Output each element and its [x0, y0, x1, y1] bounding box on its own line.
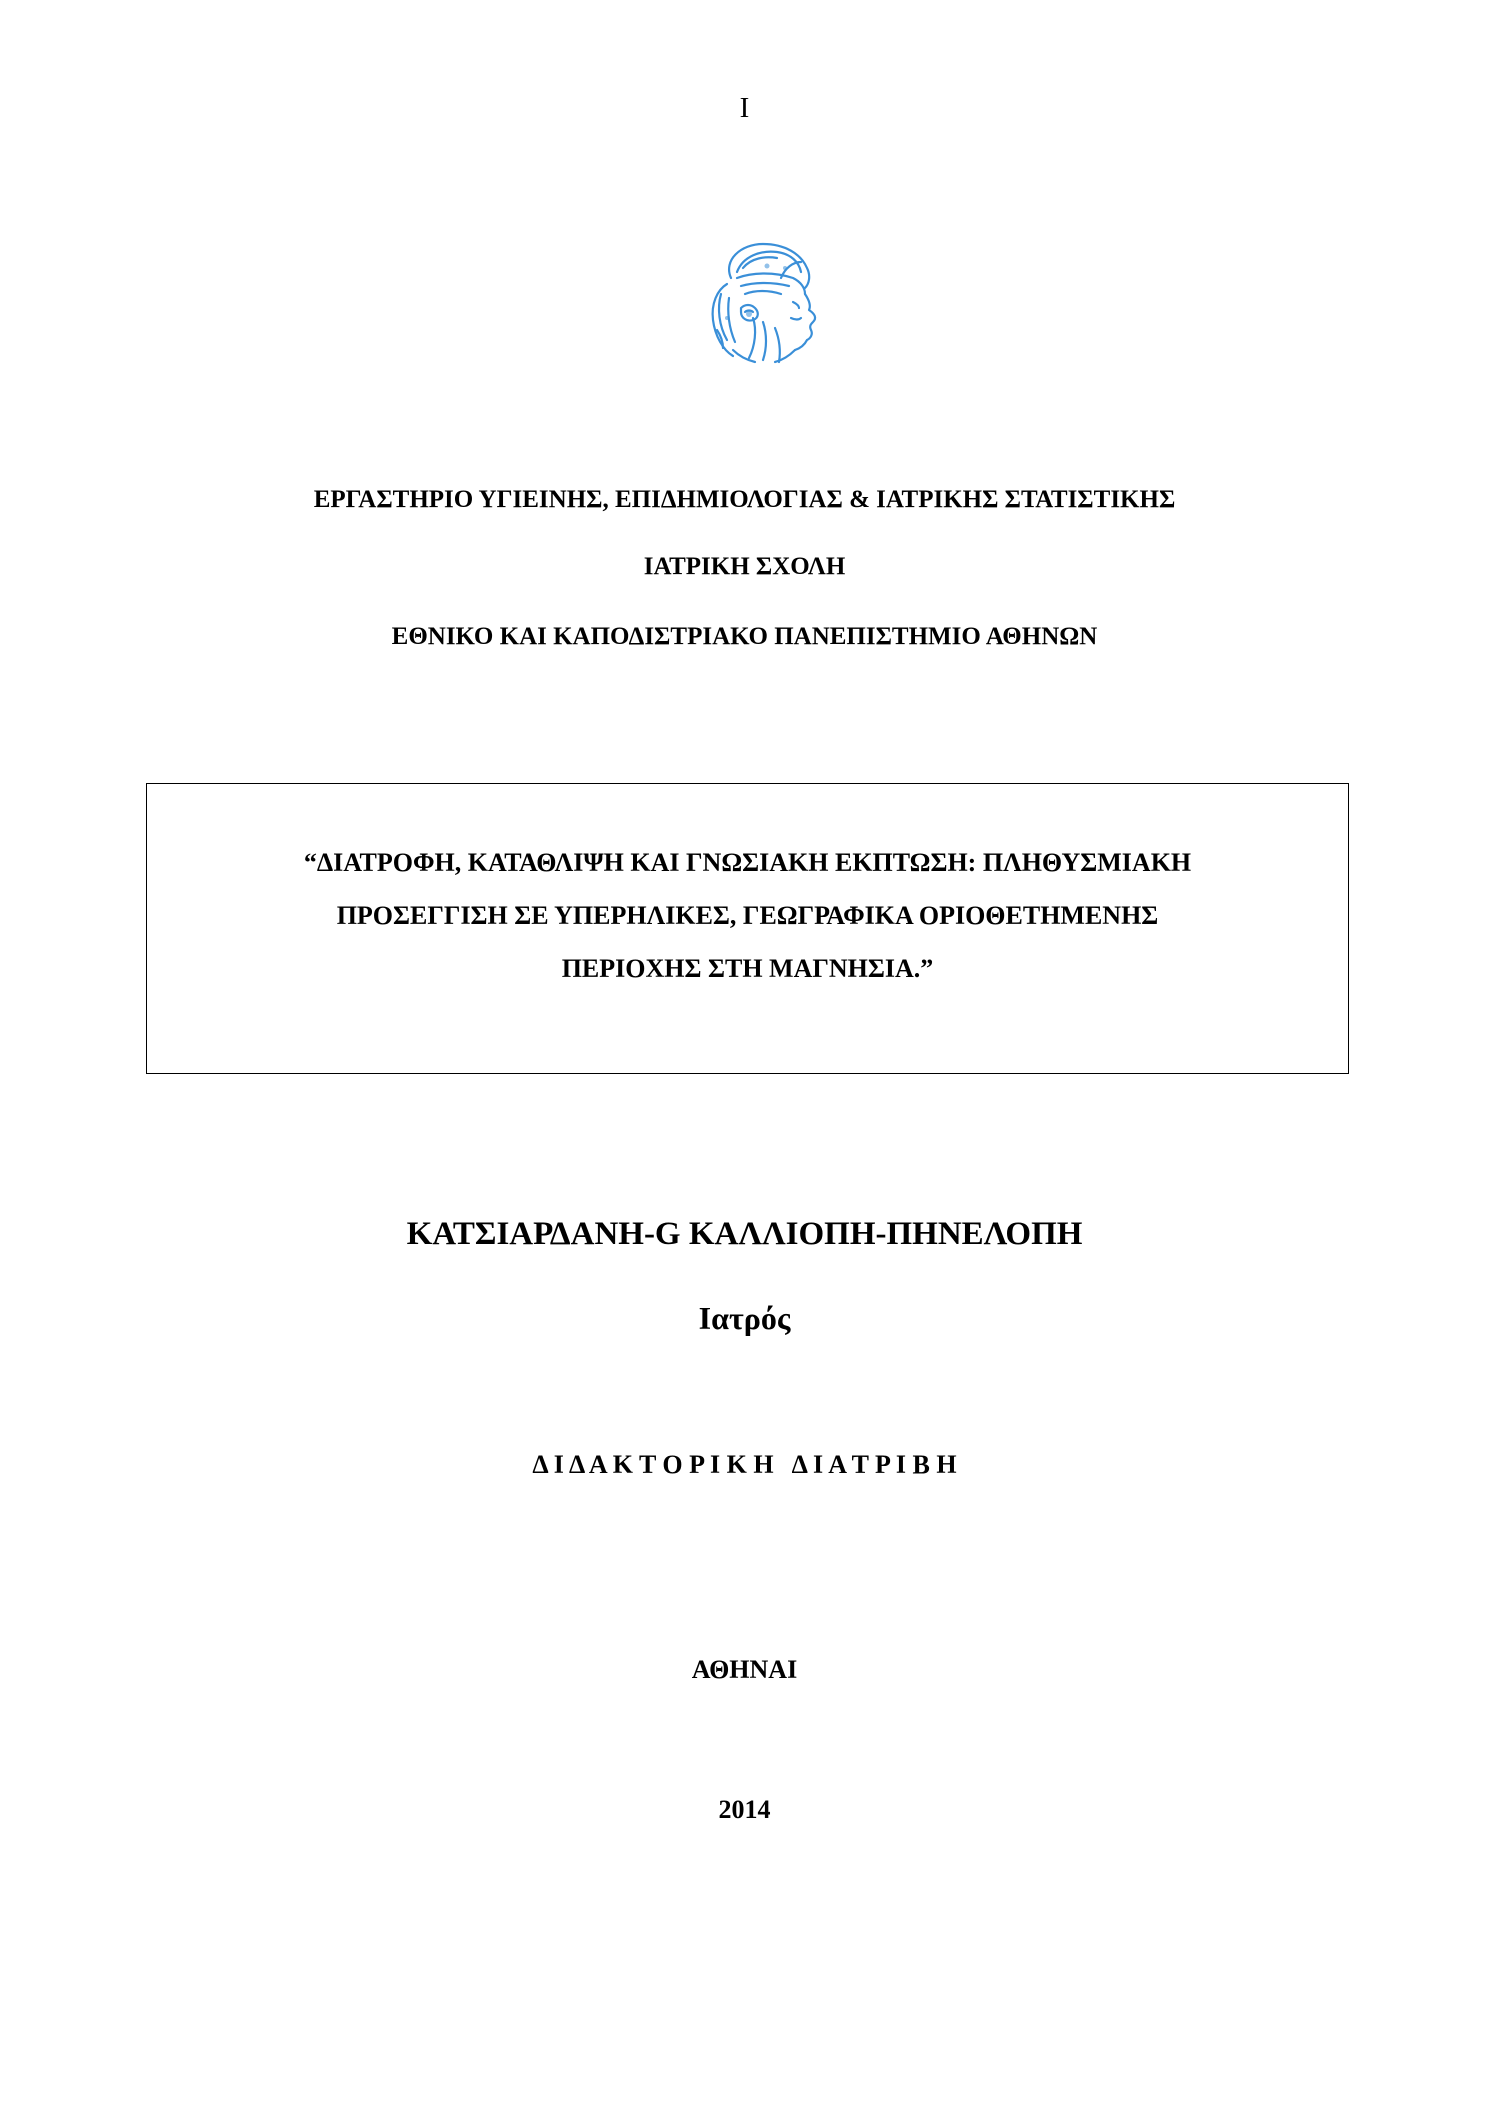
lab-name: ΕΡΓΑΣΤΗΡΙΟ ΥΓΙΕΙΝΗΣ, ΕΠΙΔΗΜΙΟΛΟΓΙΑΣ & ΙΑΤΡΙΚΗΣ ΣΤΑΤΙΣΤΙΚΗΣ: [313, 486, 1176, 513]
thesis-type: Δ Ι Δ Α Κ Τ Ο Ρ Ι Κ Η Δ Ι Α Τ Ρ Ι Β Η: [532, 1450, 957, 1479]
university-name: ΕΘΝΙΚΟ ΚΑΙ ΚΑΠΟΔΙΣΤΡΙΑΚΟ ΠΑΝΕΠΙΣΤΗΜΙΟ ΑΘΗΝΩΝ: [391, 623, 1098, 650]
city: ΑΘΗΝΑΙ: [691, 1655, 798, 1684]
thesis-title-line-1: “ΔΙΑΤΡΟΦΗ, ΚΑΤΑΘΛΙΨΗ ΚΑΙ ΓΝΩΣΙΑΚΗ ΕΚΠΤΩΣΗ: ΠΛΗΘΥΣΜΙΑΚΗ: [303, 848, 1192, 877]
thesis-title-line-3: ΠΕΡΙΟΧΗΣ ΣΤΗ ΜΑΓΝΗΣΙΑ.”: [561, 954, 934, 983]
school-name: ΙΑΤΡΙΚΗ ΣΧΟΛΗ: [643, 553, 846, 580]
athena-head-logo-icon: [693, 238, 833, 366]
author-profession: Ιατρός: [698, 1300, 791, 1336]
year: 2014: [718, 1795, 771, 1824]
author-name: ΚΑΤΣΙΑΡΔΑΝΗ-G ΚΑΛΛΙΟΠΗ-ΠΗΝΕΛΟΠΗ: [406, 1216, 1083, 1252]
thesis-title-box: [146, 783, 1349, 1074]
thesis-title-line-2: ΠΡΟΣΕΓΓΙΣΗ ΣΕ ΥΠΕΡΗΛΙΚΕΣ, ΓΕΩΓΡΑΦΙΚΑ ΟΡΙΟΘΕΤΗΜΕΝΗΣ: [336, 901, 1159, 930]
page-number: I: [739, 92, 750, 124]
